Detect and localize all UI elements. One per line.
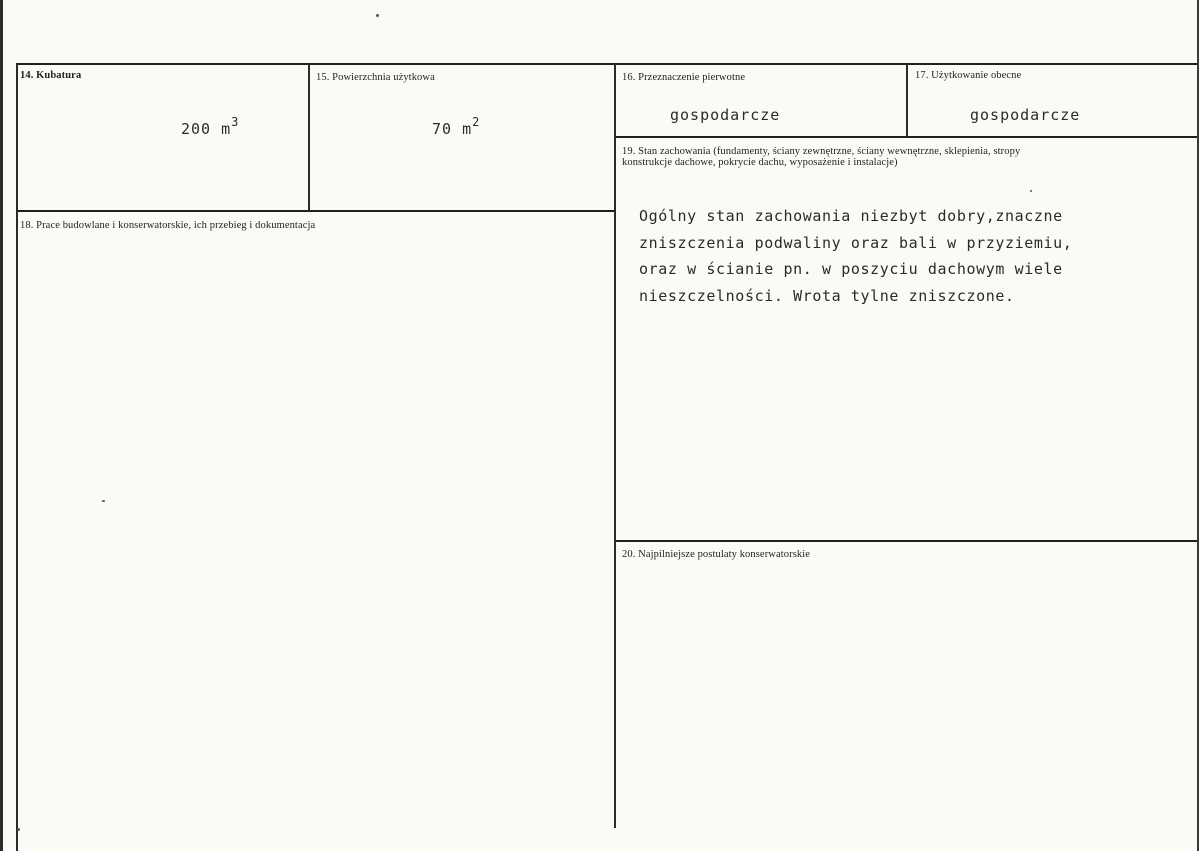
rule-under-14-15 [16, 210, 615, 212]
scan-speck [1030, 190, 1032, 192]
field-19-label-line-1: 19. Stan zachowania (fundamenty, ściany zewnętrzne, ściany wewnętrzne, sklepienia, stropy [622, 146, 1021, 157]
center-divider [614, 63, 616, 828]
field-15-unit-exponent: 2 [472, 115, 481, 129]
field-19-text-line: oraz w ścianie pn. w poszyciu dachowym wiele [639, 260, 1063, 278]
field-19-text-line: Ogólny stan zachowania niezbyt dobry,znaczne [639, 207, 1063, 225]
scan-speck [376, 14, 379, 17]
field-17-value: gospodarcze [970, 106, 1081, 124]
field-15-value: 70 $m^2$ [432, 115, 481, 138]
field-14-unit-exponent: 3 [231, 115, 240, 129]
rule-above-20 [615, 540, 1197, 542]
top-rule [16, 63, 1197, 65]
field-14-label: 14. Kubatura [20, 70, 82, 81]
field-19-text [639, 203, 1072, 309]
field-18-label: 18. Prace budowlane i konserwatorskie, ich przebieg i dokumentacja [20, 220, 316, 231]
field-19-label-line-2: konstrukcje dachowe, pokrycie dachu, wyposażenie i instalacje) [622, 157, 898, 168]
scan-speck [17, 828, 20, 831]
divider-16-17 [906, 63, 908, 137]
divider-14-15 [308, 63, 310, 211]
field-14-value: 200 $m^3$ [181, 115, 240, 138]
field-19-text-line: nieszczelności. Wrota tylne zniszczone. [639, 286, 1015, 305]
field-16-label: 16. Przeznaczenie pierwotne [622, 72, 746, 83]
card-left-edge [0, 0, 3, 851]
field-20-label: 20. Najpilniejsze postulaty konserwatorskie [622, 549, 811, 560]
scan-speck [102, 500, 105, 502]
field-17-label: 17. Użytkowanie obecne [915, 70, 1022, 81]
field-19-text-line: zniszczenia podwaliny oraz bali w przyziemiu, [639, 233, 1073, 252]
field-16-value: gospodarcze [670, 106, 781, 124]
field-15-label: 15. Powierzchnia użytkowa [316, 72, 435, 83]
left-border [16, 63, 18, 851]
